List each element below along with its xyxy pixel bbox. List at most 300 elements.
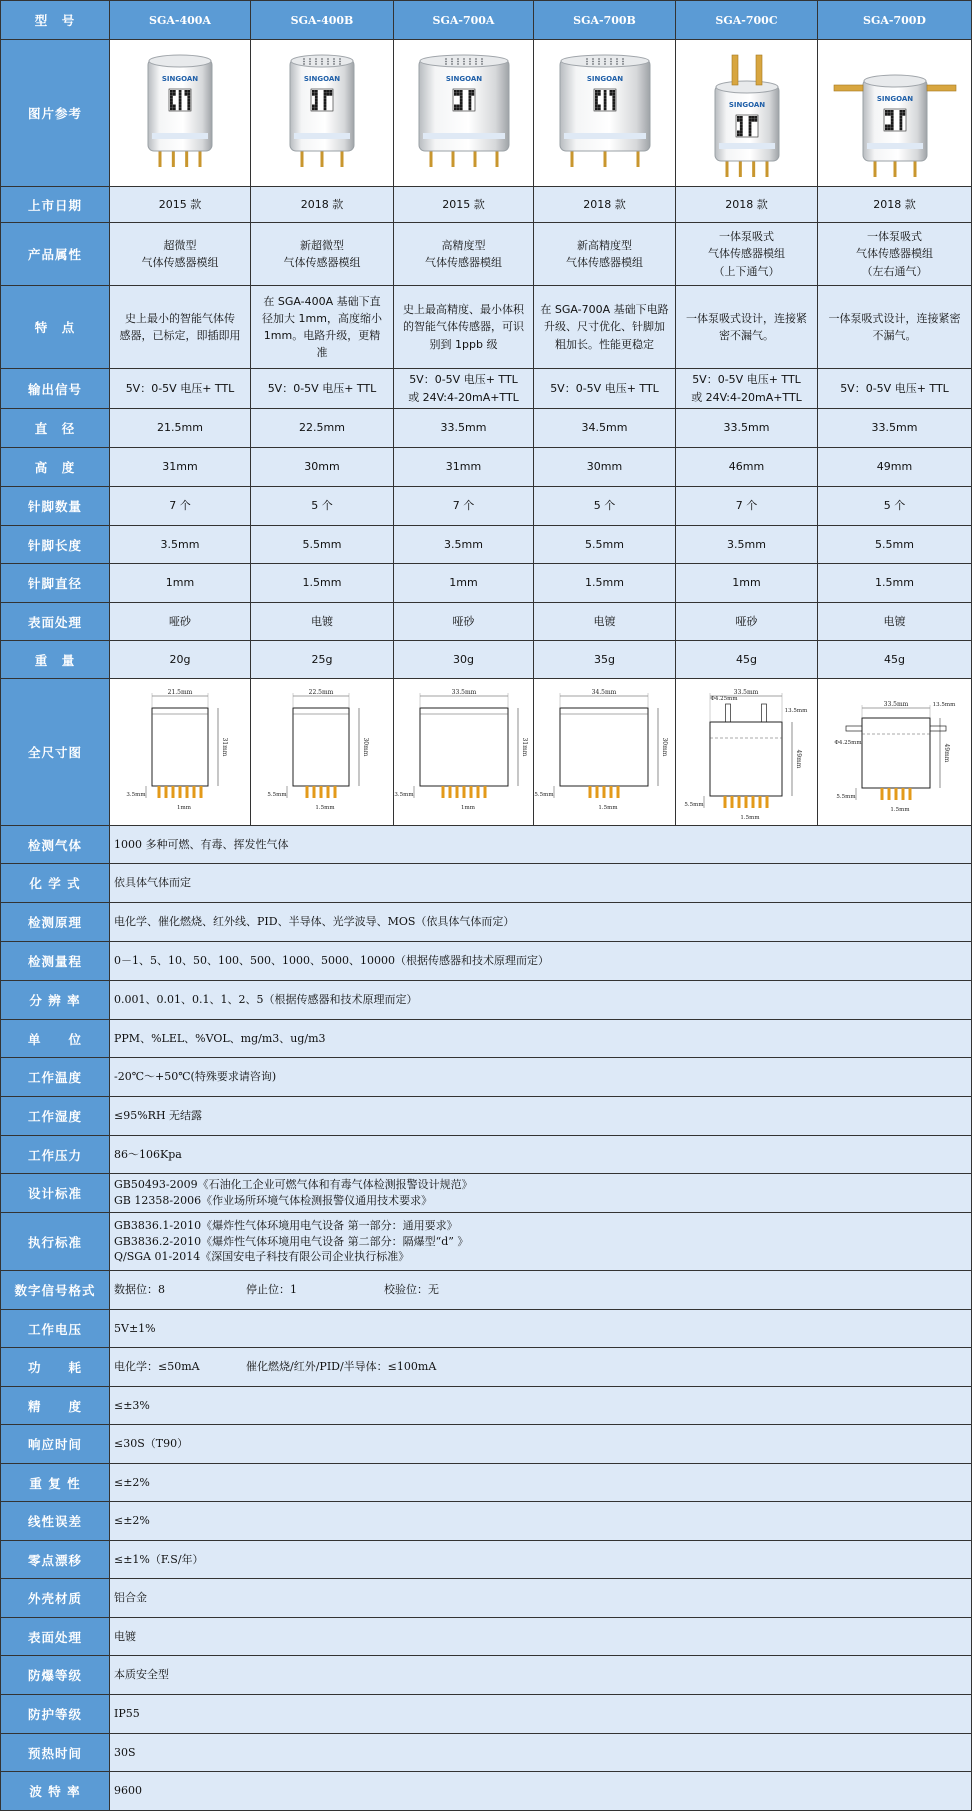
common-row	[1, 1348, 972, 1387]
common-value	[110, 864, 972, 903]
pin	[880, 788, 883, 800]
row-label: 执行标准	[1, 1213, 110, 1271]
spec-line: 5V：0-5V 电压+ TTL	[125, 381, 235, 395]
row-label: 表面处理	[1, 603, 110, 641]
common-value	[110, 1464, 972, 1502]
spec-value: 3.5mm	[394, 526, 534, 564]
common-value	[110, 942, 972, 981]
value-line: ≤±2%	[114, 1514, 150, 1528]
spec-line: 或 24V:4-20mA+TTL	[691, 390, 802, 404]
common-row	[1, 1213, 972, 1271]
common-row	[1, 864, 972, 903]
common-value	[110, 1656, 972, 1695]
tube-length-label: 13.5mm	[784, 708, 808, 714]
common-row	[1, 942, 972, 981]
row-label: 检测原理	[1, 903, 110, 942]
pin	[731, 796, 734, 808]
tube-diameter-label: Φ4.25mm	[833, 740, 862, 746]
spec-line: 气体传感器模组	[856, 247, 933, 261]
value-line: Q/SGA 01-2014《深国安电子科技有限公司企业执行标准》	[114, 1250, 410, 1264]
spec-value: 35g	[534, 641, 676, 679]
common-value	[110, 1020, 972, 1058]
model-name: SGA-400B	[251, 1, 394, 40]
spec-value: 1mm	[394, 564, 534, 603]
dimension-drawing	[251, 679, 394, 826]
spec-line: 5V：0-5V 电压+ TTL	[409, 373, 518, 387]
common-value	[110, 1097, 972, 1136]
spec-value	[110, 286, 251, 369]
value-line: GB 12358-2006《作业场所环境气体检测报警仪通用技术要求》	[114, 1194, 433, 1207]
spec-line: 一体泵吸式设计，连接紧	[686, 311, 807, 325]
pin	[463, 786, 466, 798]
spec-row	[1, 369, 972, 409]
spec-value: 1.5mm	[534, 564, 676, 603]
spec-row	[1, 564, 972, 603]
width-label: 33.5mm	[733, 689, 759, 696]
pin	[738, 796, 741, 808]
spec-row	[1, 187, 972, 223]
pin	[321, 149, 324, 167]
dimension-drawing	[676, 679, 818, 826]
sensor-image	[540, 43, 670, 183]
spec-value	[676, 369, 818, 409]
row-label: 防护等级	[1, 1695, 110, 1734]
common-row	[1, 1097, 972, 1136]
spec-value: 33.5mm	[394, 409, 534, 448]
spec-line: 5V：0-5V 电压+ TTL	[840, 381, 949, 395]
brand-logo: SINGOAN	[586, 75, 623, 83]
common-value	[110, 1579, 972, 1618]
spec-value: 25g	[251, 641, 394, 679]
tube-outline	[930, 726, 946, 731]
common-row	[1, 1310, 972, 1348]
pin	[165, 786, 168, 798]
spec-line: 一体泵吸式	[719, 230, 774, 244]
pin	[186, 786, 189, 798]
spec-value: 5 个	[251, 487, 394, 526]
spec-value: 30g	[394, 641, 534, 679]
common-value	[110, 1174, 972, 1213]
spec-value: 2018 款	[251, 187, 394, 223]
spec-value	[251, 369, 394, 409]
row-label: 针脚直径	[1, 564, 110, 603]
spec-value: 7 个	[676, 487, 818, 526]
row-label: 针脚数量	[1, 487, 110, 526]
value-line: GB3836.1-2010《爆炸性气体环境用电气设备 第一部分：通用要求》	[114, 1218, 458, 1232]
brand-logo: SINGOAN	[728, 101, 765, 109]
spec-value: 2015 款	[110, 187, 251, 223]
pin-length-label: 5.5mm	[684, 802, 704, 808]
value-line: 1000 多种可燃、有毒、挥发性气体	[114, 837, 289, 851]
common-row	[1, 826, 972, 864]
pin	[725, 159, 728, 177]
product-photo	[818, 40, 972, 187]
common-value	[110, 1734, 972, 1772]
spec-row	[1, 409, 972, 448]
pin	[334, 786, 337, 798]
common-value	[110, 826, 972, 864]
spec-value: 49mm	[818, 448, 972, 487]
height-label: 49mm	[942, 743, 950, 763]
row-label: 单 位	[1, 1020, 110, 1058]
spec-value: 30mm	[251, 448, 394, 487]
width-label: 34.5mm	[591, 689, 617, 696]
spec-line: 史上最高精度、最小体积	[403, 303, 524, 317]
spec-value: 30mm	[534, 448, 676, 487]
row-label: 工作湿度	[1, 1097, 110, 1136]
gas-tube	[732, 55, 738, 85]
pin-length-label: 5.5mm	[534, 792, 554, 798]
pin	[908, 788, 911, 800]
row-label: 针脚长度	[1, 526, 110, 564]
gas-tube	[756, 55, 762, 85]
spec-line: 粗加长。性能更稳定	[555, 337, 654, 351]
spec-value: 45g	[818, 641, 972, 679]
spec-value	[818, 286, 972, 369]
spec-value: 33.5mm	[818, 409, 972, 448]
dimension-diagram	[828, 682, 962, 822]
common-row	[1, 1618, 972, 1656]
row-label: 图片参考	[1, 40, 110, 187]
common-row	[1, 1174, 972, 1213]
common-row	[1, 903, 972, 942]
pin	[596, 786, 599, 798]
model-name: SGA-700C	[676, 1, 818, 40]
row-label: 分 辨 率	[1, 981, 110, 1020]
spec-value: 7 个	[394, 487, 534, 526]
common-row	[1, 1387, 972, 1425]
common-row	[1, 1136, 972, 1174]
row-label: 高 度	[1, 448, 110, 487]
pin	[893, 159, 896, 177]
header-row	[1, 1, 972, 40]
spec-value: 哑砂	[676, 603, 818, 641]
row-label: 预热时间	[1, 1734, 110, 1772]
row-label: 直 径	[1, 409, 110, 448]
row-label: 零点漂移	[1, 1541, 110, 1579]
row-label: 表面处理	[1, 1618, 110, 1656]
image-row	[1, 40, 972, 187]
spec-line: 新高精度型	[577, 238, 632, 252]
value-line: 9600	[114, 1784, 142, 1798]
value-line: 电化学、催化燃烧、红外线、PID、半导体、光学波导、MOS（依具体气体而定）	[114, 915, 515, 929]
common-row	[1, 1502, 972, 1541]
spec-value: 2018 款	[534, 187, 676, 223]
tube-diameter-label: Φ4.25mm	[710, 696, 738, 702]
spec-row	[1, 641, 972, 679]
value-line: PPM、%LEL、%VOL、mg/m3、ug/m3	[114, 1031, 326, 1045]
row-label: 输出信号	[1, 369, 110, 409]
row-label: 功 耗	[1, 1348, 110, 1387]
spec-line: 感器，已标定，即插即用	[119, 329, 241, 342]
pin-diameter-label: 1.5mm	[740, 815, 760, 821]
spec-line: 高精度型	[441, 238, 486, 252]
spec-line: 气体传感器模组	[283, 256, 361, 269]
row-label: 产品属性	[1, 223, 110, 286]
spec-line: 升级、尺寸优化、针脚加	[544, 320, 665, 334]
spec-value: 31mm	[110, 448, 251, 487]
pin	[745, 796, 748, 808]
common-value	[110, 1387, 972, 1425]
value-line: ≤±1%（F.S/年）	[114, 1552, 204, 1566]
spec-value: 5 个	[818, 487, 972, 526]
spec-value: 7 个	[110, 487, 251, 526]
row-label: 检测量程	[1, 942, 110, 981]
dimension-diagram	[534, 682, 672, 822]
dimension-diagram	[680, 682, 814, 822]
drawing-body	[152, 708, 208, 786]
brand-logo: SINGOAN	[161, 75, 199, 83]
spec-line: 在 SGA-700A 基础下电路	[540, 303, 669, 317]
spec-line: 超微型	[163, 238, 197, 252]
gas-tube	[927, 85, 956, 91]
pin	[301, 149, 304, 167]
spec-line: 新超微型	[300, 238, 344, 252]
product-photo	[394, 40, 534, 187]
value-line: 依具体气体而定	[114, 876, 191, 890]
model-name: SGA-400A	[110, 1, 251, 40]
pin	[442, 786, 445, 798]
spec-line: 不漏气。	[872, 329, 917, 342]
spec-row	[1, 223, 972, 286]
tube-outline	[726, 704, 731, 722]
spec-value: 34.5mm	[534, 409, 676, 448]
spec-value: 5.5mm	[534, 526, 676, 564]
sensor-image	[830, 43, 960, 183]
value-line: 86～106Kpa	[114, 1147, 182, 1161]
pin	[456, 786, 459, 798]
drawing-body	[862, 718, 930, 788]
common-row	[1, 1695, 972, 1734]
pin	[724, 796, 727, 808]
spec-value: 3.5mm	[676, 526, 818, 564]
row-label: 精 度	[1, 1387, 110, 1425]
width-label: 33.5mm	[451, 689, 477, 696]
spec-line: （上下通气）	[713, 264, 780, 278]
value-line: ≤30S（T90）	[114, 1437, 189, 1451]
common-row	[1, 1020, 972, 1058]
common-value	[110, 1425, 972, 1464]
spec-line: 史上最小的智能气体传	[125, 311, 235, 325]
value-segment: 催化燃烧/红外/PID/半导体：≤100mA	[246, 1360, 437, 1374]
spec-row	[1, 286, 972, 369]
pin	[589, 786, 592, 798]
model-name: SGA-700D	[818, 1, 972, 40]
pin	[327, 786, 330, 798]
spec-line: 别到 1ppb 级	[429, 337, 498, 351]
pin	[172, 786, 175, 798]
pin	[185, 149, 188, 167]
spec-value: 5.5mm	[818, 526, 972, 564]
pin	[429, 149, 432, 167]
sensor-image	[682, 43, 812, 183]
common-value	[110, 1213, 972, 1271]
common-row	[1, 1425, 972, 1464]
row-label: 防爆等级	[1, 1656, 110, 1695]
width-label: 33.5mm	[883, 701, 908, 708]
drawing-body	[560, 708, 648, 786]
pin	[172, 149, 175, 167]
spec-line: 5V：0-5V 电压+ TTL	[692, 373, 801, 387]
pin	[473, 149, 476, 167]
dimension-diagram	[114, 682, 248, 822]
spec-value	[110, 369, 251, 409]
common-row	[1, 1734, 972, 1772]
spec-value: 3.5mm	[110, 526, 251, 564]
row-label: 重 量	[1, 641, 110, 679]
common-value	[110, 1502, 972, 1541]
pin	[766, 796, 769, 808]
spec-row	[1, 448, 972, 487]
spec-value: 电镀	[251, 603, 394, 641]
spec-value: 电镀	[534, 603, 676, 641]
spec-line: 5V：0-5V 电压+ TTL	[267, 381, 377, 395]
row-label: 上市日期	[1, 187, 110, 223]
row-label: 响应时间	[1, 1425, 110, 1464]
common-value	[110, 1310, 972, 1348]
pin	[158, 786, 161, 798]
pin-length-label: 3.5mm	[126, 792, 146, 798]
pin-diameter-label: 1.5mm	[598, 805, 618, 811]
common-row	[1, 1656, 972, 1695]
pin	[306, 786, 309, 798]
row-label: 外壳材质	[1, 1579, 110, 1618]
spec-value: 1.5mm	[251, 564, 394, 603]
row-label: 数字信号格式	[1, 1271, 110, 1310]
pin	[752, 796, 755, 808]
spec-value: 2018 款	[676, 187, 818, 223]
pin	[200, 786, 203, 798]
spec-row	[1, 603, 972, 641]
common-row	[1, 1541, 972, 1579]
spec-value	[818, 369, 972, 409]
pin	[470, 786, 473, 798]
value-line: GB3836.2-2010《爆炸性气体环境用电气设备 第二部分：隔爆型“d” 》	[114, 1234, 469, 1248]
dimension-drawing	[110, 679, 251, 826]
brand-logo: SINGOAN	[876, 95, 913, 103]
spec-value	[676, 286, 818, 369]
pin	[451, 149, 454, 167]
pin	[752, 159, 755, 177]
sensor-image	[399, 43, 529, 183]
common-value	[110, 1541, 972, 1579]
spec-line: 气体传感器模组	[708, 247, 785, 261]
spec-value: 46mm	[676, 448, 818, 487]
spec-line: 气体传感器模组	[425, 256, 502, 269]
spec-value: 2018 款	[818, 187, 972, 223]
value-segment: 电化学：≤50mA	[114, 1360, 200, 1374]
drawing-body	[710, 722, 782, 796]
pin	[179, 786, 182, 798]
row-label: 设计标准	[1, 1174, 110, 1213]
value-line: ≤95%RH 无结露	[114, 1109, 203, 1123]
spec-value: 哑砂	[394, 603, 534, 641]
sensor-top	[149, 55, 211, 67]
value-segment: 数据位：8	[114, 1283, 165, 1297]
pin-diameter-label: 1mm	[177, 805, 191, 811]
spec-value: 20g	[110, 641, 251, 679]
value-line: 电镀	[114, 1629, 136, 1643]
brand-logo: SINGOAN	[303, 75, 341, 83]
pin	[894, 788, 897, 800]
dimension-diagram	[394, 682, 532, 822]
drawing-body	[420, 708, 508, 786]
sensor-top	[864, 75, 926, 87]
spec-line: 准	[316, 346, 328, 360]
pin-length-label: 5.5mm	[267, 792, 287, 798]
spec-value	[534, 369, 676, 409]
drawing-body	[293, 708, 349, 786]
value-line: 0－1、5、10、50、100、500、1000、5000、10000（根据传感器和技术原理而定）	[114, 954, 549, 968]
pin	[913, 159, 916, 177]
spec-value: 电镀	[818, 603, 972, 641]
model-name: SGA-700B	[534, 1, 676, 40]
height-label: 30mm	[661, 737, 668, 757]
spec-value: 哑砂	[110, 603, 251, 641]
pin-diameter-label: 1mm	[461, 805, 475, 811]
common-value	[110, 1348, 972, 1387]
common-row	[1, 1058, 972, 1097]
spec-value: 31mm	[394, 448, 534, 487]
height-label: 49mm	[795, 749, 802, 769]
spec-value	[394, 223, 534, 286]
spec-value	[110, 223, 251, 286]
spec-line: 1mm。电路升级，更精	[263, 329, 381, 342]
pin	[193, 786, 196, 798]
row-label: 化 学 式	[1, 864, 110, 903]
spec-line: 的智能气体传感器，可识	[403, 320, 524, 334]
pin	[484, 786, 487, 798]
spec-line: 在 SGA-400A 基础下直	[263, 294, 381, 308]
common-value	[110, 1058, 972, 1097]
product-photo	[110, 40, 251, 187]
common-row	[1, 1579, 972, 1618]
pin	[603, 786, 606, 798]
spec-value	[251, 223, 394, 286]
gas-tube	[834, 85, 863, 91]
spec-row	[1, 526, 972, 564]
tube-outline	[846, 726, 862, 731]
spec-value: 45g	[676, 641, 818, 679]
pin	[313, 786, 316, 798]
pin	[603, 149, 606, 167]
spec-line: 密不漏气。	[719, 329, 774, 342]
common-value	[110, 1271, 972, 1310]
common-value	[110, 1618, 972, 1656]
common-value	[110, 981, 972, 1020]
common-value	[110, 1136, 972, 1174]
common-row	[1, 1464, 972, 1502]
spec-row	[1, 487, 972, 526]
product-photo	[251, 40, 394, 187]
pin-length-label: 5.5mm	[835, 794, 856, 800]
spec-line: 一体泵吸式	[867, 230, 922, 244]
spec-line: 一体泵吸式设计，连接紧密	[828, 311, 961, 325]
pin	[320, 786, 323, 798]
common-value	[110, 1772, 972, 1811]
spec-value	[394, 369, 534, 409]
pin	[873, 159, 876, 177]
product-photo	[534, 40, 676, 187]
spec-value: 22.5mm	[251, 409, 394, 448]
row-label: 工作电压	[1, 1310, 110, 1348]
dimension-diagram	[255, 682, 389, 822]
tube-length-label: 13.5mm	[932, 702, 955, 708]
common-row	[1, 1271, 972, 1310]
spec-line: 或 24V:4-20mA+TTL	[408, 390, 519, 404]
dimension-drawing	[534, 679, 676, 826]
value-line: 铝合金	[114, 1591, 147, 1605]
